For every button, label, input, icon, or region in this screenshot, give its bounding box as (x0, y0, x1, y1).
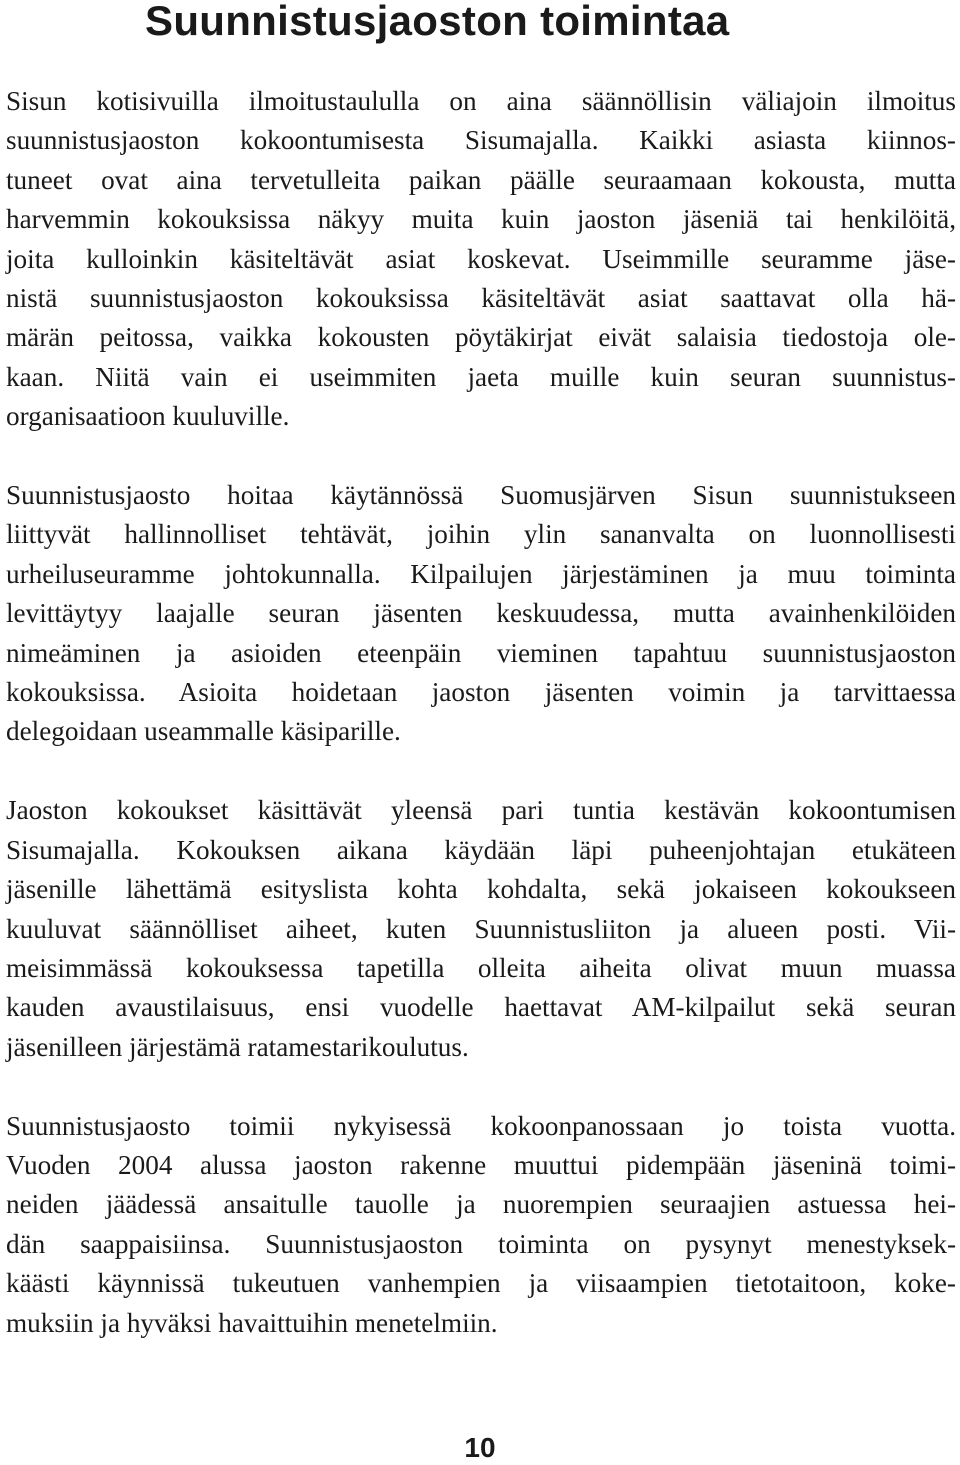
text-line: Sisumajalla. Kokouksen aikana käydään läpi puheenjohtajan etukäteen (6, 834, 956, 865)
text-line: nimeäminen ja asioiden eteenpäin vieminen tapahtuu suunnistusjaoston (6, 637, 956, 668)
text-line: jäsenille lähettämä esityslista kohta kohdalta, sekä jokaiseen kokoukseen (6, 874, 956, 905)
article-body (6, 82, 956, 1382)
text-line: suunnistusjaoston kokoontumisesta Sisumajalla. Kaikki asiasta kiinnos- (6, 125, 956, 156)
text-line: kaan. Niitä vain ei useimmiten jaeta muille kuin seuran suunnistus- (6, 361, 956, 392)
text-line: tuneet ovat aina tervetulleita paikan päälle seuraamaan kokousta, mutta (6, 164, 956, 195)
text-line: Suunnistusjaosto toimii nykyisessä kokoonpanossaan jo toista vuotta. (6, 1110, 956, 1141)
paragraph (6, 791, 956, 1067)
text-line: harvemmin kokouksissa näkyy muita kuin jaoston jäseniä tai henkilöitä, (6, 204, 956, 235)
text-line: levittäytyy laajalle seuran jäsenten keskuudessa, mutta avainhenkilöiden (6, 598, 956, 629)
text-line: dän saappaisiinsa. Suunnistusjaoston toiminta on pysynyt menestyksek- (6, 1228, 956, 1259)
page-number: 10 (464, 1432, 496, 1463)
page-title: Suunnistusjaoston toimintaa (145, 0, 730, 44)
paragraph (6, 1107, 956, 1343)
text-line: Suunnistusjaosto hoitaa käytännössä Suomusjärven Sisun suunnistukseen (6, 480, 956, 511)
paragraph (6, 82, 956, 437)
text-line: liittyvät hallinnolliset tehtävät, joihin ylin sananvalta on luonnollisesti (6, 519, 956, 550)
text-line: Vuoden 2004 alussa jaoston rakenne muuttui pidempään jäseninä toimi- (6, 1149, 956, 1180)
text-line: nistä suunnistusjaoston kokouksissa käsiteltävät asiat saattavat olla hä- (6, 283, 956, 314)
text-line: märän peitossa, vaikka kokousten pöytäkirjat eivät salaisia tiedostoja ole- (6, 322, 956, 353)
text-line: käästi käynnissä tukeutuen vanhempien ja viisaampien tietotaitoon, koke- (6, 1268, 956, 1299)
text-line: Jaoston kokoukset käsittävät yleensä pari tuntia kestävän kokoontumisen (6, 795, 956, 826)
text-line: kokouksissa. Asioita hoidetaan jaoston jäsenten voimin ja tarvittaessa (6, 677, 956, 708)
text-line: meisimmässä kokouksessa tapetilla olleita aiheita olivat muun muassa (6, 952, 956, 983)
text-line: kuuluvat säännölliset aiheet, kuten Suunnistusliiton ja alueen posti. Vii- (6, 913, 956, 944)
text-line: Sisun kotisivuilla ilmoitustaululla on aina säännöllisin väliajoin ilmoitus (6, 86, 956, 116)
text-line: urheiluseuramme johtokunnalla. Kilpailujen järjestäminen ja muu toiminta (6, 558, 956, 589)
text-line: delegoidaan useammalle käsiparille. (6, 716, 401, 747)
text-line: jäsenilleen järjestämä ratamestarikoulutus. (6, 1031, 469, 1062)
paragraph (6, 476, 956, 752)
text-line: organisaatioon kuuluville. (6, 401, 290, 432)
text-line: neiden jäädessä ansaitulle tauolle ja nuorempien seuraajien astuessa hei- (6, 1189, 956, 1220)
text-line: joita kulloinkin käsiteltävät asiat koskevat. Useimmille seuramme jäse- (6, 243, 956, 274)
text-line: kauden avaustilaisuus, ensi vuodelle haettavat AM-kilpailut sekä seuran (6, 992, 956, 1023)
text-line: muksiin ja hyväksi havaittuihin menetelmiin. (6, 1307, 498, 1338)
